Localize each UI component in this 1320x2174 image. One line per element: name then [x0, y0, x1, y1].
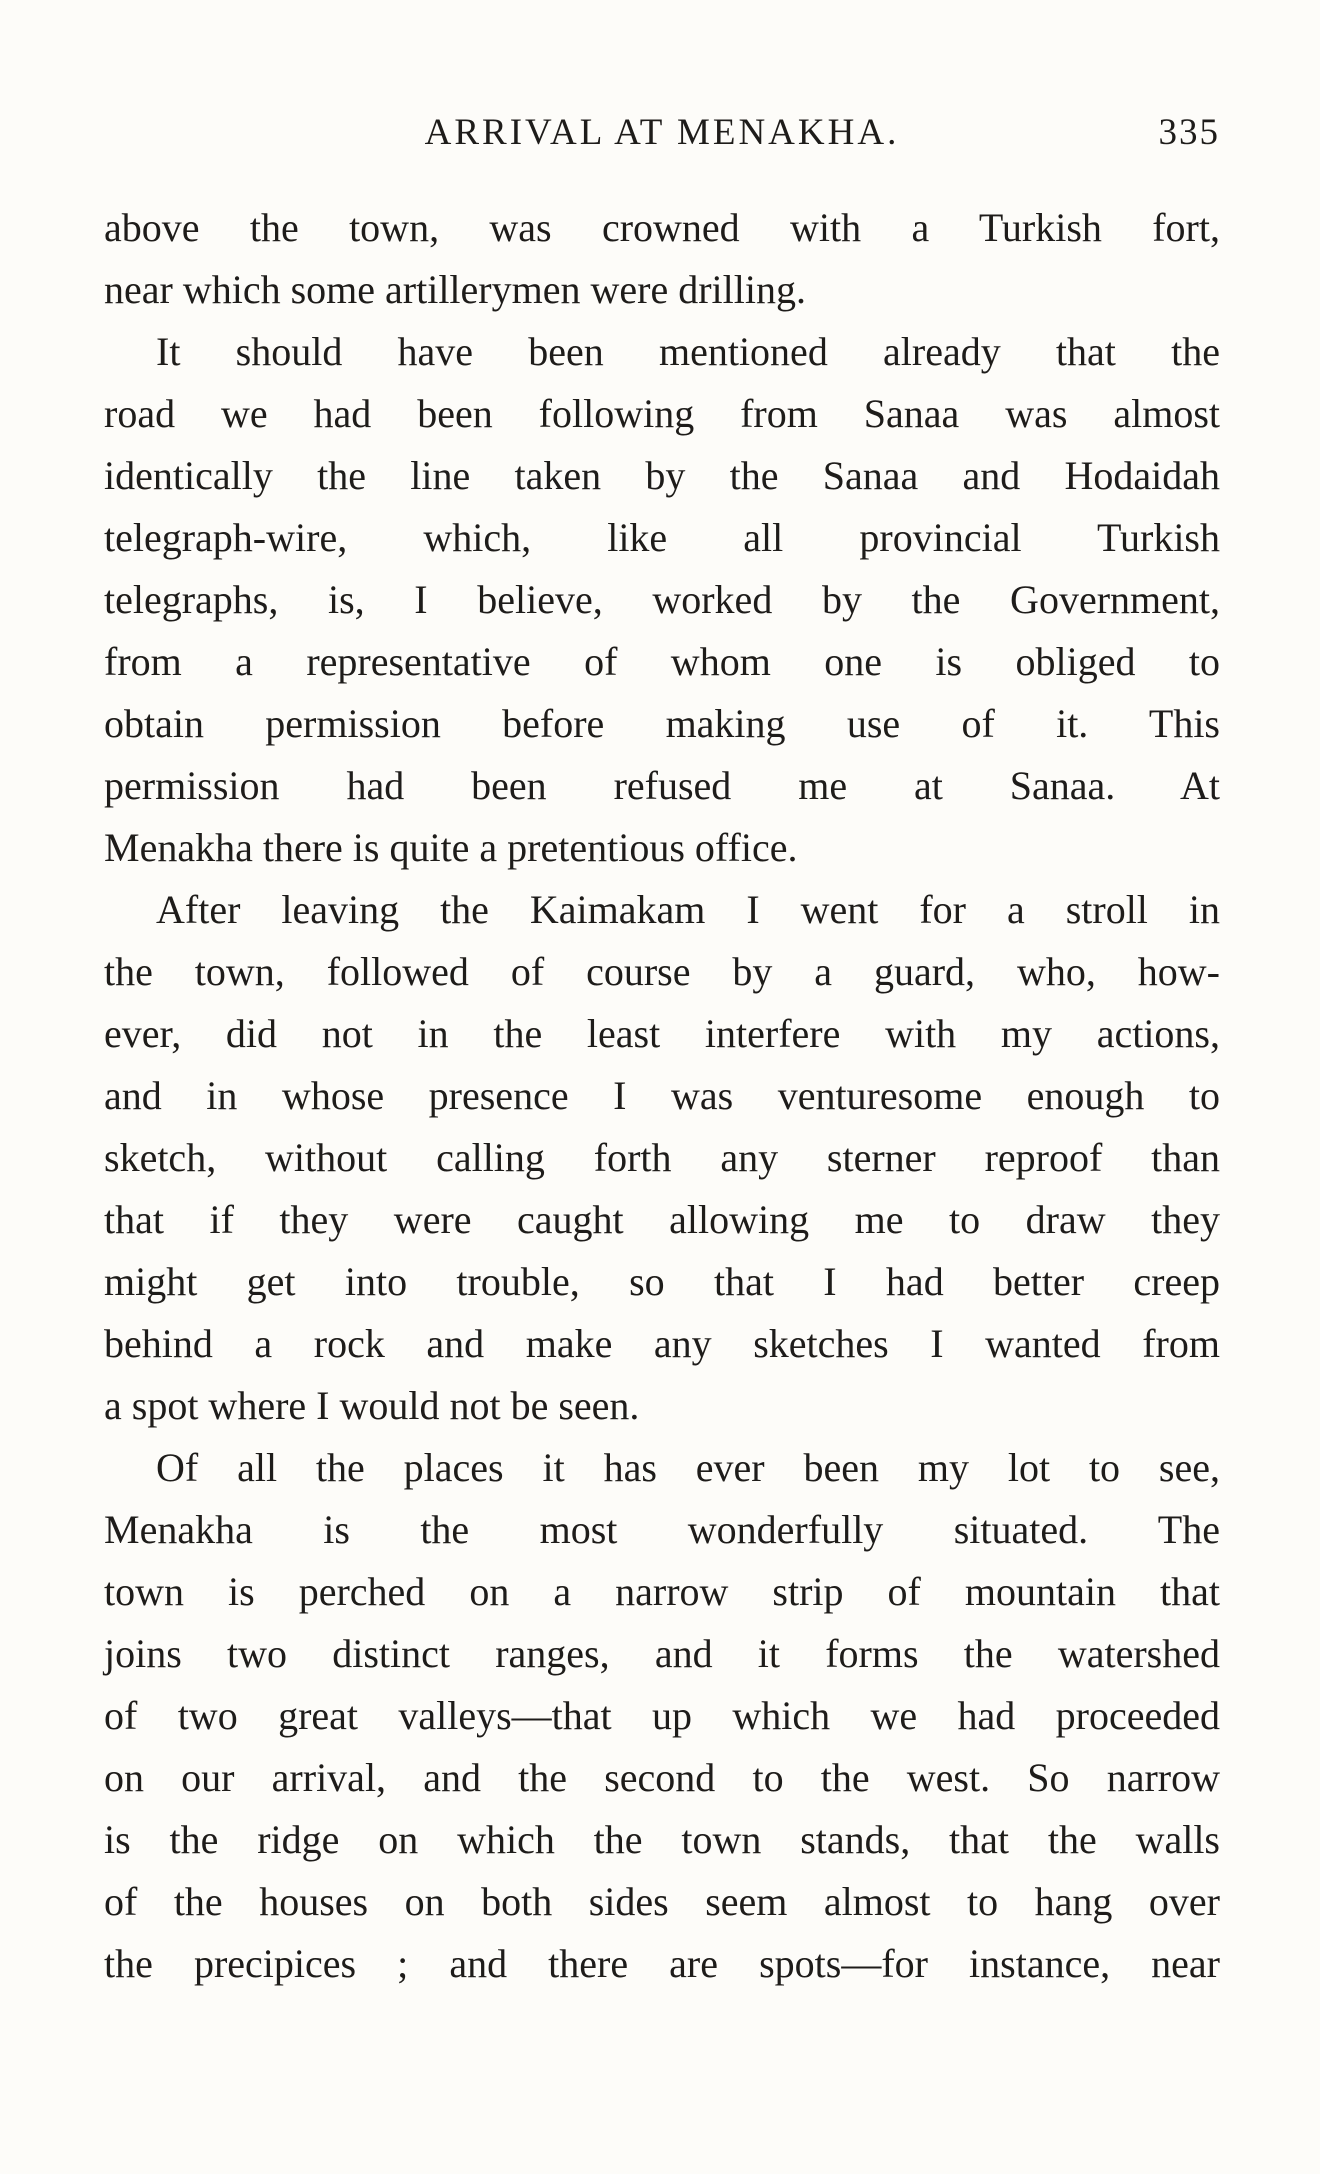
text-line: and in whose presence I was venturesome enough to: [104, 1073, 1220, 1118]
text-line: identically the line taken by the Sanaa and Hodaidah: [104, 453, 1220, 498]
text-line: ever, did not in the least interfere with my actions,: [104, 1011, 1220, 1056]
text-line: permission had been refused me at Sanaa. At: [104, 763, 1220, 808]
text-line: Menakha is the most wonderfully situated. The: [104, 1507, 1220, 1552]
text-line: the town, followed of course by a guard, who, how-: [104, 949, 1220, 994]
text-line: that if they were caught allowing me to draw they: [104, 1197, 1220, 1242]
text-line: of two great valleys—that up which we had proceeded: [104, 1693, 1220, 1738]
text-line: from a representative of whom one is obliged to: [104, 639, 1220, 684]
text-line: above the town, was crowned with a Turkish fort,: [104, 205, 1220, 250]
text-line: obtain permission before making use of it. This: [104, 701, 1220, 746]
text-line: a spot where I would not be seen.: [104, 1383, 640, 1428]
text-line: behind a rock and make any sketches I wanted from: [104, 1321, 1220, 1366]
text-line: It should have been mentioned already that the: [156, 329, 1220, 374]
text-line: town is perched on a narrow strip of mountain that: [104, 1569, 1220, 1614]
text-line: Of all the places it has ever been my lot to see,: [156, 1445, 1220, 1490]
text-line: of the houses on both sides seem almost to hang over: [104, 1879, 1220, 1924]
text-line: the precipices ; and there are spots—for instance, near: [104, 1941, 1220, 1986]
text-line: near which some artillerymen were drilling.: [104, 267, 806, 312]
text-line: sketch, without calling forth any sterner reproof than: [104, 1135, 1220, 1180]
text-line: might get into trouble, so that I had better creep: [104, 1259, 1220, 1304]
text-line: telegraphs, is, I believe, worked by the Government,: [104, 577, 1220, 622]
text-line: road we had been following from Sanaa was almost: [104, 391, 1220, 436]
text-line: on our arrival, and the second to the west. So narrow: [104, 1755, 1220, 1800]
running-head: [104, 108, 1220, 158]
text-line: Menakha there is quite a pretentious office.: [104, 825, 798, 870]
text-line: telegraph-wire, which, like all provincial Turkish: [104, 515, 1220, 560]
text-line: is the ridge on which the town stands, that the walls: [104, 1817, 1220, 1862]
running-title: ARRIVAL AT MENAKHA.: [424, 112, 900, 153]
text-line: joins two distinct ranges, and it forms the watershed: [104, 1631, 1220, 1676]
page-number: 335: [1158, 112, 1220, 153]
text-line: After leaving the Kaimakam I went for a stroll in: [156, 887, 1220, 932]
body-text: [104, 197, 1220, 1995]
